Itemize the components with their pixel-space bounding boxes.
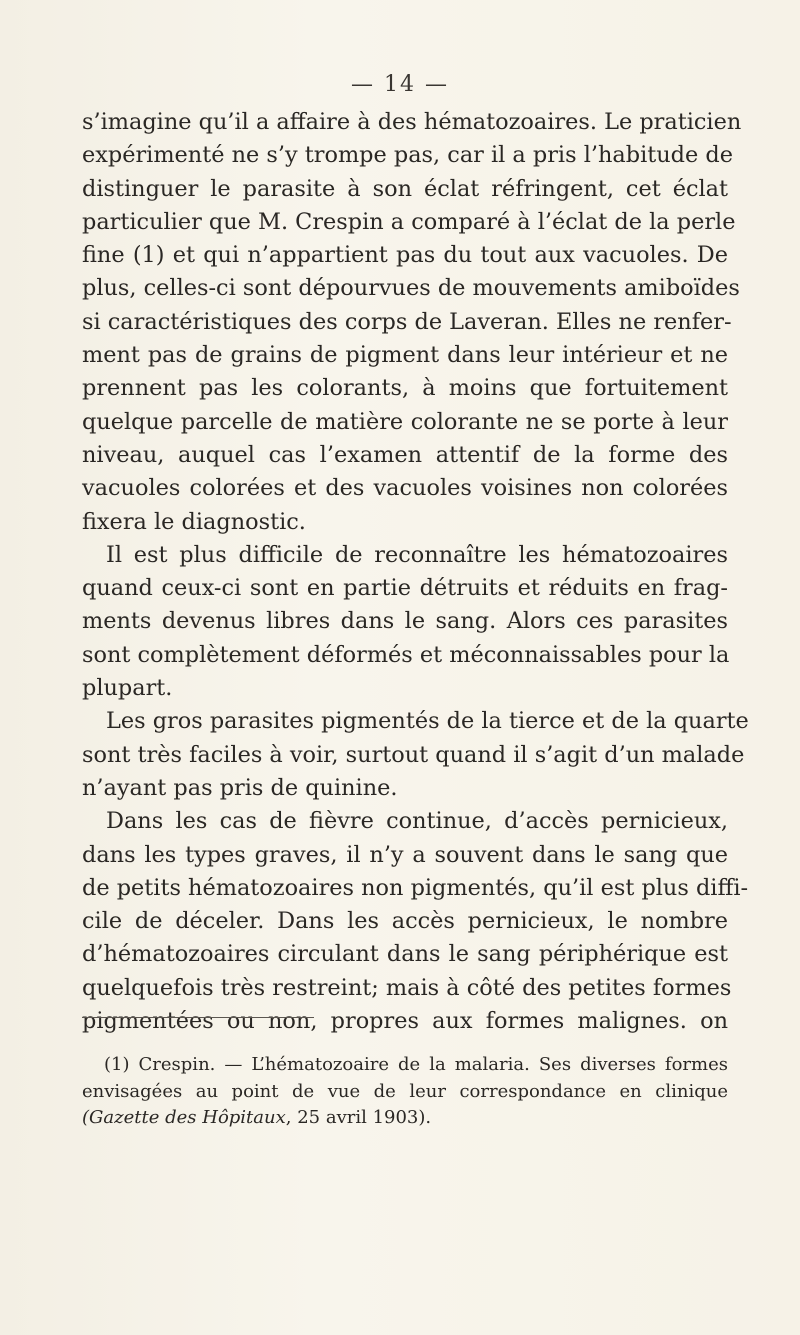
text-line: sont complètement déformés et méconnaissables pour la xyxy=(82,641,730,668)
text-line: quelque parcelle de matière colorante ne se porte à leur xyxy=(82,408,728,435)
text-line: n’ayant pas pris de quinine. xyxy=(82,774,398,801)
footnote-citation: (Gazette des Hôpitaux xyxy=(82,1107,286,1128)
text-line: s’imagine qu’il a affaire à des hématozoaires. Le praticien xyxy=(82,109,742,135)
text-line: cile de déceler. Dans les accès pernicieux, le nombre xyxy=(82,908,728,935)
text-line: Il est plus difficile de reconnaître les hématozoaires xyxy=(106,541,728,568)
footnote-line: envisagées au point de vue de leur correspondance en clinique xyxy=(82,1080,728,1102)
text-line: d’hématozoaires circulant dans le sang périphérique est xyxy=(82,941,728,968)
footnote-line: (1) Crespin. — L’hématozoaire de la malaria. Ses diverses formes xyxy=(104,1054,728,1075)
text-line: expérimenté ne s’y trompe pas, car il a pris l’habitude de xyxy=(82,142,733,169)
text-line: plupart. xyxy=(82,675,173,702)
text-line: Dans les cas de fièvre continue, d’accès pernicieux, xyxy=(106,808,728,835)
page-number: — 14 — xyxy=(351,72,449,97)
text-line: niveau, auquel cas l’examen attentif de la forme des xyxy=(82,441,728,468)
footnote-divider xyxy=(82,1017,314,1018)
text-line: fine (1) et qui n’appartient pas du tout aux vacuoles. De xyxy=(82,242,728,269)
text-line: si caractéristiques des corps de Laveran. Elles ne renfer- xyxy=(82,308,732,335)
text-line: vacuoles colorées et des vacuoles voisines non colorées xyxy=(82,475,728,502)
text-line: particulier que M. Crespin a comparé à l’éclat de la perle xyxy=(82,208,736,235)
footnote xyxy=(82,1052,728,1132)
text-line: prennent pas les colorants, à moins que fortuitement xyxy=(82,375,728,402)
text-line: distinguer le parasite à son éclat réfringent, cet éclat xyxy=(82,175,728,202)
footnote-line xyxy=(82,1105,728,1132)
text-line: Les gros parasites pigmentés de la tierce et de la quarte xyxy=(106,708,749,735)
text-line: ment pas de grains de pigment dans leur intérieur et ne xyxy=(82,342,728,369)
body-text xyxy=(82,106,749,1038)
text-line: quand ceux-ci sont en partie détruits et réduits en frag- xyxy=(82,575,728,602)
footnote-date: , 25 avril 1903). xyxy=(285,1107,432,1128)
text-line: de petits hématozoaires non pigmentés, qu’il est plus diffi- xyxy=(82,874,749,901)
text-line: plus, celles-ci sont dépourvues de mouvements amiboïdes xyxy=(82,275,740,302)
text-line: pigmentées ou non, propres aux formes malignes. on xyxy=(82,1008,728,1035)
text-line: sont très faciles à voir, surtout quand il s’agit d’un malade xyxy=(82,741,745,768)
text-line: fixera le diagnostic. xyxy=(82,508,306,535)
text-line: ments devenus libres dans le sang. Alors ces parasites xyxy=(82,608,728,635)
text-line: quelquefois très restreint; mais à côté des petites formes xyxy=(82,974,732,1001)
text-line: dans les types graves, il n’y a souvent dans le sang que xyxy=(82,841,728,868)
